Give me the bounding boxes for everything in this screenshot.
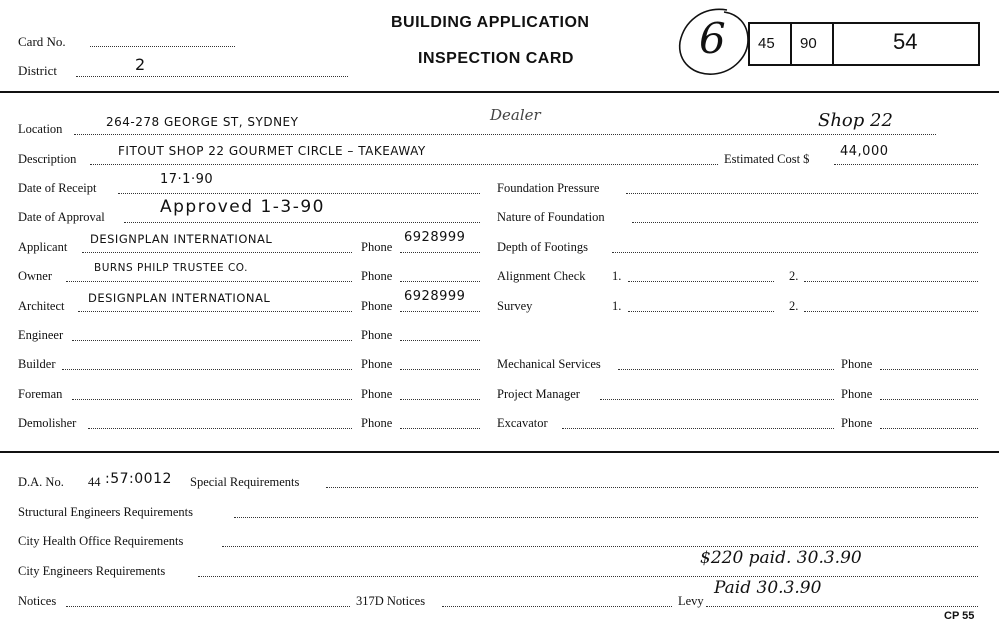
builder-label: Builder [18,357,56,371]
nature-foundation-line [632,222,978,223]
architect-phone-value: 6928999 [404,289,466,304]
district-label: District [18,63,57,78]
alignment-check-label: Alignment Check [497,269,586,283]
depth-footings-label: Depth of Footings [497,240,588,254]
health-line [222,546,978,547]
mechanical-line [618,369,834,370]
mechanical-phone-label: Phone [841,357,873,371]
foreman-line [72,399,352,400]
nature-foundation-label: Nature of Foundation [497,210,605,224]
architect-label: Architect [18,299,65,313]
owner-phone-label: Phone [361,269,393,283]
levy-label: Levy [678,594,704,608]
description-value: FITOUT SHOP 22 GOURMET CIRCLE – TAKEAWAY [118,144,426,158]
excavator-line [562,428,834,429]
builder-phone-line [400,369,480,370]
city-engineers-value: $220 paid. 30.3.90 [700,548,862,568]
alignment-2-label: 2. [789,269,799,283]
structural-label: Structural Engineers Requirements [18,505,193,519]
estimated-cost-value: 44,000 [840,144,889,159]
owner-line [66,281,352,282]
survey-1-line [628,311,774,312]
divider-top [0,91,999,93]
mechanical-phone-line [880,369,978,370]
notices-line [66,606,350,607]
levy-value: Paid 30.3.90 [714,578,822,598]
district-line [76,76,348,77]
date-receipt-value: 17·1·90 [160,172,214,187]
project-manager-phone-label: Phone [841,387,873,401]
excavator-label: Excavator [497,416,548,430]
date-receipt-line [118,193,480,194]
architect-phone-line [400,311,480,312]
title-line2: INSPECTION CARD [418,50,574,67]
demolisher-phone-label: Phone [361,416,393,430]
location-note: Dealer [490,106,541,124]
survey-label: Survey [497,299,533,313]
foreman-phone-line [400,399,480,400]
engineer-phone-label: Phone [361,328,393,342]
owner-value: BURNS PHILP TRUSTEE CO. [94,262,248,274]
title-line1: BUILDING APPLICATION [391,14,590,31]
health-label: City Health Office Requirements [18,534,184,548]
box2-value: 90 [800,35,817,52]
da-no-value: 44 [88,475,101,489]
location-value: 264-278 GEORGE ST, SYDNEY [106,115,299,129]
estimated-cost-line [834,164,978,165]
excavator-phone-line [880,428,978,429]
alignment-1-label: 1. [612,269,622,283]
levy-line [706,606,978,607]
estimated-cost-label: Estimated Cost $ [724,152,810,166]
card-no-line [90,46,235,47]
date-approval-value: Approved 1-3-90 [160,197,325,217]
engineer-line [72,340,352,341]
demolisher-line [88,428,352,429]
project-manager-label: Project Manager [497,387,580,401]
alignment-1-line [628,281,774,282]
architect-line [78,311,352,312]
engineer-phone-line [400,340,480,341]
project-manager-phone-line [880,399,978,400]
district-value: 2 [135,55,146,74]
foundation-pressure-line [626,193,978,194]
city-engineers-line [198,576,978,577]
city-engineers-label: City Engineers Requirements [18,564,166,578]
excavator-phone-label: Phone [841,416,873,430]
foreman-phone-label: Phone [361,387,393,401]
notices-label: Notices [18,594,57,608]
depth-footings-line [612,252,978,253]
architect-phone-label: Phone [361,299,393,313]
architect-value: DESIGNPLAN INTERNATIONAL [88,291,271,305]
notices-317d-label: 317D Notices [356,594,426,608]
location-label: Location [18,122,63,136]
special-line [326,487,978,488]
mechanical-label: Mechanical Services [497,357,601,371]
da-no-label: D.A. No. [18,475,64,489]
owner-label: Owner [18,269,53,283]
foundation-pressure-label: Foundation Pressure [497,181,600,195]
description-line [90,164,718,165]
divider-bottom [0,451,999,453]
builder-phone-label: Phone [361,357,393,371]
box3-value: 54 [893,29,918,54]
date-approval-label: Date of Approval [18,210,105,224]
alignment-2-line [804,281,978,282]
survey-1-label: 1. [612,299,622,313]
survey-2-line [804,311,978,312]
builder-line [62,369,352,370]
project-manager-line [600,399,834,400]
date-receipt-label: Date of Receipt [18,181,97,195]
applicant-value: DESIGNPLAN INTERNATIONAL [90,232,273,246]
location-line [74,134,936,135]
da-no-handwritten: :57:0012 [105,471,172,487]
survey-2-label: 2. [789,299,799,313]
box1-value: 45 [758,35,775,52]
structural-line [234,517,978,518]
description-label: Description [18,152,77,166]
date-approval-line [124,222,480,223]
applicant-phone-value: 6928999 [404,230,466,245]
applicant-label: Applicant [18,240,68,254]
applicant-line [82,252,352,253]
applicant-phone-label: Phone [361,240,393,254]
applicant-phone-line [400,252,480,253]
notices-317d-line [442,606,672,607]
demolisher-phone-line [400,428,480,429]
demolisher-label: Demolisher [18,416,77,430]
form-code: CP 55 [944,610,975,622]
circled-mark-value: 6 [699,14,726,63]
owner-phone-line [400,281,480,282]
card-no-label: Card No. [18,34,66,49]
special-label: Special Requirements [190,475,300,489]
box-divider-2 [832,22,834,66]
foreman-label: Foreman [18,387,63,401]
box-divider-1 [790,22,792,66]
shop-note: Shop 22 [818,110,893,131]
card-number-box [748,22,980,66]
engineer-label: Engineer [18,328,64,342]
